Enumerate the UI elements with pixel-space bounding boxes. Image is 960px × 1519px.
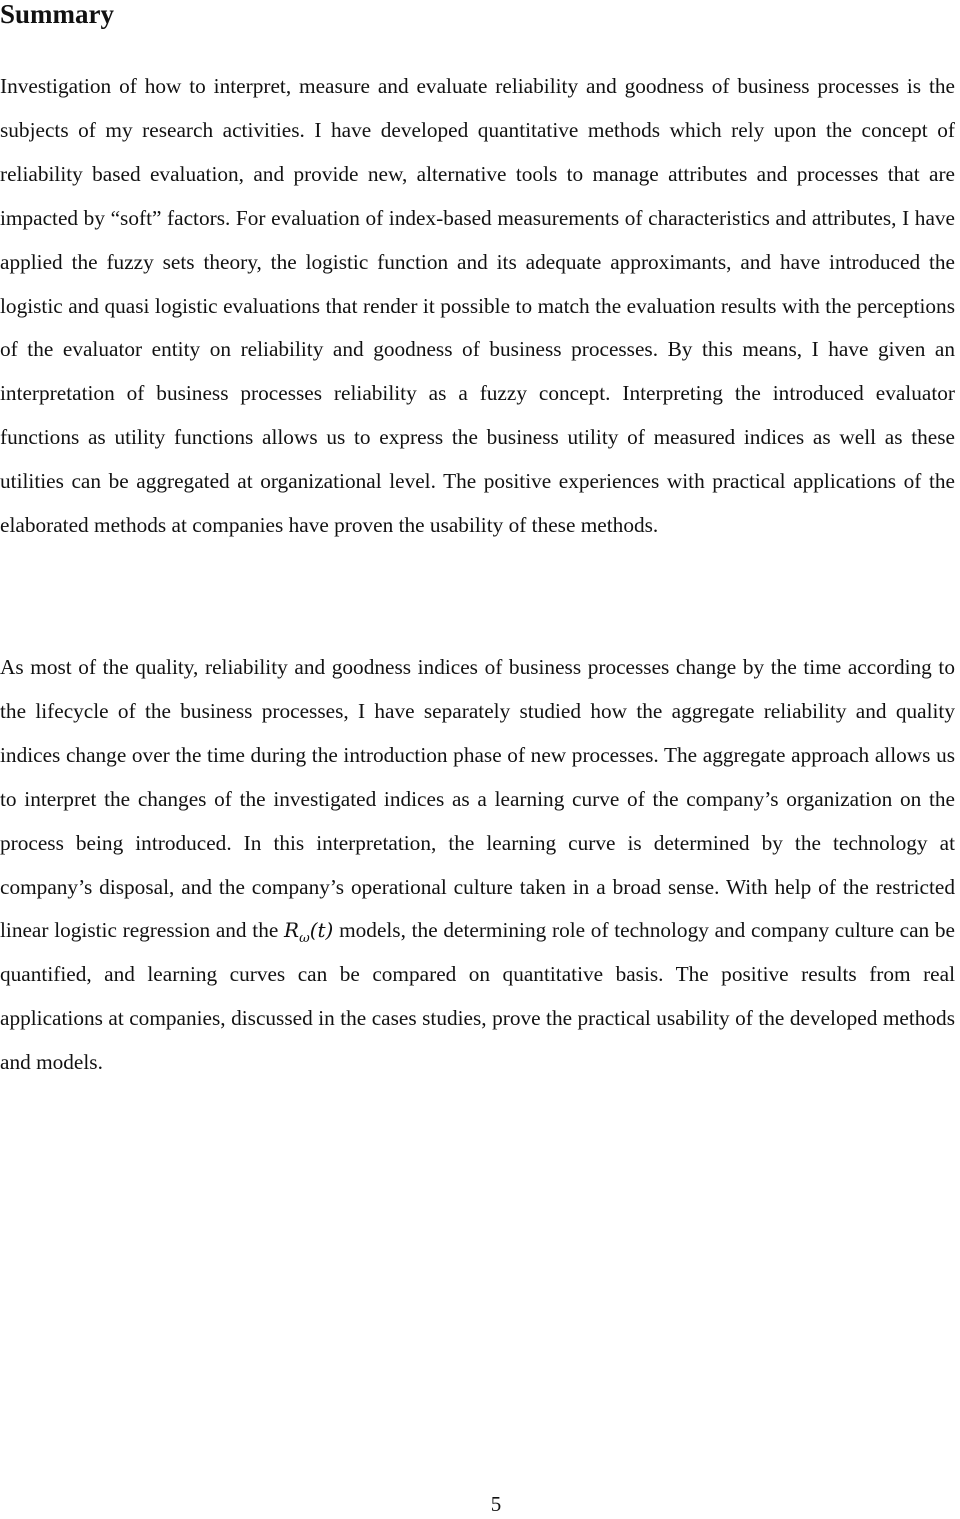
section-heading: Summary (0, 0, 114, 29)
paragraph-2-text-after-formula: models, the determining role of technology and company culture can be quantified, and learning curves can be compared on quantitative basis. The positive results from real applications at companies, discussed in the cases studies, prove the practical usability of the developed methods and models. (0, 918, 956, 1075)
formula-argument: (t) (309, 918, 334, 943)
summary-paragraph-2 (0, 646, 955, 1085)
summary-paragraph-1: Investigation of how to interpret, measure and evaluate reliability and goodness of business processes is the subjects of my research activities. I have developed quantitative methods which rely upon the concept of reliability based evaluation, and provide new, alternative tools to manage attributes and processes that are impacted by “soft” factors. For evaluation of index-based measurements of characteristics and attributes, I have applied the fuzzy sets theory, the logistic function and its adequate approximants, and have introduced the logistic and quasi logistic evaluations that render it possible to match the evaluation results with the perceptions of the evaluator entity on reliability and goodness of business processes. By this means, I have given an interpretation of business processes reliability as a fuzzy concept. Interpreting the introduced evaluator functions as utility functions allows us to express the business utility of measured indices as well as these utilities can be aggregated at organizational level. The positive experiences with practical applications of the elaborated methods at companies have proven the usability of these methods. (0, 74, 955, 538)
page-number: 5 (490, 1492, 502, 1516)
formula-subscript: ω (299, 931, 310, 947)
paragraph-2-text-before-formula: As most of the quality, reliability and goodness indices of business processes change by the time according to the lifecycle of the business processes, I have separately studied how the aggregate reliability and quality indices change over the time during the introduction phase of new processes. The aggregate approach allows us to interpret the changes of the investigated indices as a learning curve of the company’s organization on the process being introduced. In this interpretation, the learning curve is determined by the technology at company’s disposal, and the company’s operational culture taken in a broad sense. With help of the restricted linear logistic regression and the (0, 655, 955, 943)
r-omega-formula (284, 918, 334, 947)
formula-base: R (284, 918, 300, 943)
